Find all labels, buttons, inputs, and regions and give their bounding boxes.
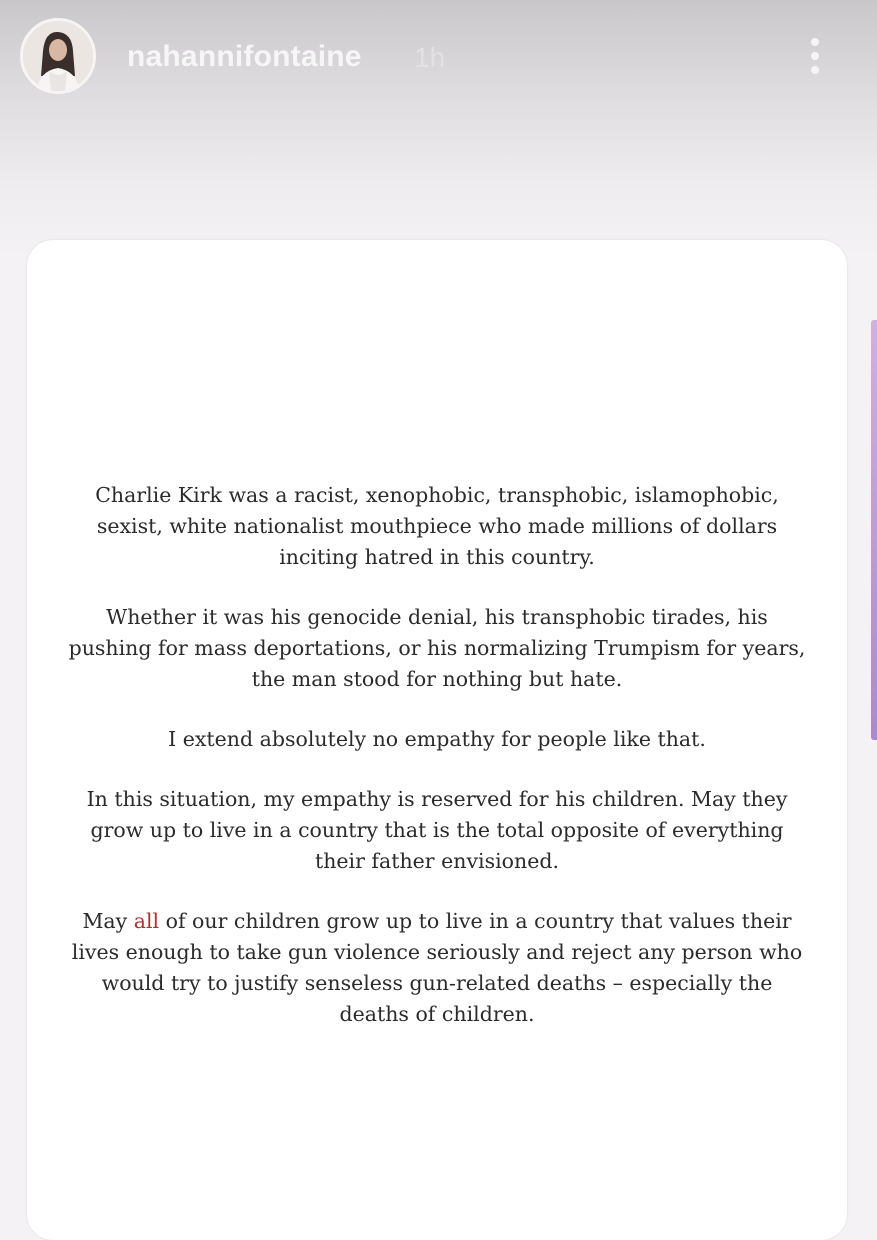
post-paragraph [67,906,807,1030]
story-header [0,0,877,120]
post-paragraph: Whether it was his genocide denial, his transphobic tirades, his pushing for mass deportations, or his normalizing Trumpism for years, the man stood for nothing but hate. [68,605,806,691]
more-options-button[interactable] [796,28,836,84]
post-text: of our children grow up to live in a country that values their lives enough to take gun violence seriously and reject any person who would try to justify senseless gun-related deaths – especially the deaths of children. [71,909,803,1026]
story-username[interactable]: nahannifontaine [127,40,362,73]
vertical-ellipsis-icon [811,38,819,46]
post-paragraph: I extend absolutely no empathy for people like that. [168,727,706,751]
post-text: May [82,909,134,933]
post-paragraph: Charlie Kirk was a racist, xenophobic, transphobic, islamophobic, sexist, white nationalist mouthpiece who made millions of dollars inciting hatred in this country. [95,483,779,569]
next-story-edge [871,320,877,740]
post-paragraph: In this situation, my empathy is reserved for his children. May they grow up to live in a country that is the total opposite of everything their father envisioned. [86,787,788,873]
profile-avatar[interactable] [20,18,96,94]
story-timestamp: 1h [414,42,446,73]
post-card [27,240,847,1240]
post-body [67,480,807,1059]
avatar-image [23,21,93,91]
highlighted-word: all [133,909,160,933]
